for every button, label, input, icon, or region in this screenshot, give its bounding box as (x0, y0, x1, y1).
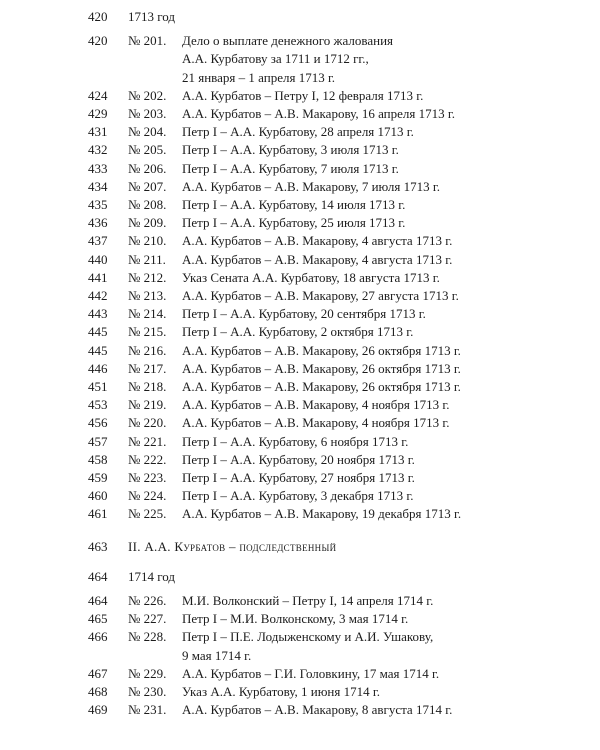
toc-entry (0, 123, 600, 141)
toc-entry (0, 701, 600, 719)
page-number: 441 (88, 269, 108, 285)
page-number: 420 (88, 33, 108, 49)
entry-number: № 206. (128, 160, 167, 176)
entry-title: А.А. Курбатов – Г.И. Головкину, 17 мая 1714 г. (182, 665, 440, 681)
page-number: 463 (88, 538, 108, 554)
entry-title: А.А. Курбатов – А.В. Макарову, 4 августа 1713 г. (182, 233, 453, 249)
toc-entry (0, 32, 600, 50)
entry-title: А.А. Курбатов – А.В. Макарову, 27 августа 1713 г. (182, 288, 459, 303)
toc-entry (0, 451, 600, 469)
entry-number: № 221. (128, 433, 167, 449)
toc-entry (0, 683, 600, 701)
entry-title: А.А. Курбатов – А.В. Макарову, 4 августа 1713 г. (182, 251, 453, 267)
entry-number: № 227. (128, 611, 167, 627)
toc-entry (0, 214, 600, 232)
entry-number: № 230. (128, 684, 167, 699)
entry-number: № 218. (128, 379, 167, 394)
page-number: 433 (88, 160, 108, 176)
entry-number: № 225. (128, 506, 167, 522)
entry-number: № 212. (128, 269, 167, 285)
entry-title: Петр I – А.А. Курбатову, 3 декабря 1713 г. (182, 488, 414, 504)
entry-title: Петр I – А.А. Курбатову, 28 апреля 1713 г. (182, 124, 414, 140)
entry-title: Дело о выплате денежного жалования (182, 33, 394, 49)
entry-number: № 202. (128, 87, 167, 103)
entry-title-continuation: А.А. Курбатову за 1711 и 1712 гг., (182, 51, 369, 67)
toc-entry (0, 232, 600, 250)
toc-entry (0, 105, 600, 123)
entry-title: А.А. Курбатов – А.В. Макарову, 26 октября 1713 г. (182, 379, 461, 394)
entry-title: А.А. Курбатов – Петру I, 12 февраля 1713 г. (182, 87, 424, 103)
entry-number: № 222. (128, 451, 167, 467)
entry-title: А.А. Курбатов – А.В. Макарову, 16 апреля 1713 г. (182, 106, 455, 121)
entry-number: № 219. (128, 397, 167, 413)
entry-number: № 210. (128, 233, 167, 249)
toc-entry (0, 487, 600, 505)
page-number: 432 (88, 142, 108, 158)
entry-number: № 217. (128, 360, 167, 376)
toc-entry (0, 287, 600, 305)
toc-entry (0, 196, 600, 214)
entry-title-continuation: 21 января – 1 апреля 1713 г. (182, 69, 336, 85)
entry-title: А.А. Курбатов – А.В. Макарову, 4 ноября 1713 г. (182, 415, 450, 431)
page-number: 453 (88, 397, 108, 413)
year-heading: 1713 год (128, 9, 175, 24)
toc-entry (0, 87, 600, 105)
entry-title: Петр I – А.А. Курбатову, 6 ноября 1713 г. (182, 433, 409, 449)
toc-entry (0, 342, 600, 360)
section-heading-1714 (0, 568, 600, 586)
page-number: 460 (88, 488, 108, 504)
page-number: 431 (88, 124, 108, 140)
entry-number: № 231. (128, 702, 167, 718)
entry-number: № 201. (128, 33, 167, 49)
toc-entry (0, 360, 600, 378)
page-number: 424 (88, 87, 108, 103)
page-number: 429 (88, 106, 108, 121)
page-number: 457 (88, 433, 108, 449)
page-number: 443 (88, 306, 108, 322)
entry-number: № 211. (128, 251, 166, 267)
entry-title: А.А. Курбатов – А.В. Макарову, 7 июля 1713 г. (182, 178, 441, 194)
page-number: 437 (88, 233, 108, 249)
entry-title: Петр I – А.А. Курбатову, 20 ноября 1713 г. (182, 451, 415, 467)
page-number: 445 (88, 324, 108, 340)
entry-number: № 208. (128, 197, 167, 212)
toc-entry (0, 665, 600, 683)
toc-entry (0, 269, 600, 287)
entry-title: А.А. Курбатов – А.В. Макарову, 8 августа 1714 г. (182, 702, 453, 718)
entry-title: Петр I – А.А. Курбатову, 7 июля 1713 г. (182, 160, 399, 176)
part-two-heading (0, 538, 600, 556)
page-number: 434 (88, 178, 108, 194)
entry-title: А.А. Курбатов – А.В. Макарову, 19 декабря 1713 г. (182, 506, 462, 522)
entry-title: А.А. Курбатов – А.В. Макарову, 26 октября 1713 г. (182, 360, 461, 376)
entry-title: Петр I – А.А. Курбатову, 20 сентября 1713 г. (182, 306, 426, 322)
entry-number: № 214. (128, 306, 167, 322)
entry-number: № 224. (128, 488, 167, 504)
toc-entry-continuation (0, 50, 600, 68)
page-number: 467 (88, 665, 108, 681)
page-number: 466 (88, 629, 108, 645)
page-number: 420 (88, 9, 108, 24)
toc-entry-continuation (0, 647, 600, 665)
entry-title-continuation: 9 мая 1714 г. (182, 647, 252, 663)
page-number: 442 (88, 288, 108, 303)
toc-entry-continuation (0, 69, 600, 87)
entry-title: Петр I – А.А. Курбатову, 2 октября 1713 г. (182, 324, 414, 340)
entry-title: Петр I – А.А. Курбатову, 25 июля 1713 г. (182, 215, 406, 231)
page-number: 451 (88, 379, 108, 394)
entry-title: Петр I – М.И. Волконскому, 3 мая 1714 г. (182, 611, 409, 627)
page-number: 458 (88, 451, 108, 467)
toc-entry (0, 592, 600, 610)
entry-number: № 204. (128, 124, 167, 140)
section-heading-1713 (0, 8, 600, 26)
page-number: 468 (88, 684, 108, 699)
toc-entry (0, 469, 600, 487)
toc-entry (0, 433, 600, 451)
page-number: 464 (88, 568, 108, 584)
toc-entry (0, 251, 600, 269)
entry-title: Указ А.А. Курбатову, 1 июня 1714 г. (182, 684, 380, 699)
page-number: 469 (88, 702, 108, 718)
toc-entry (0, 414, 600, 432)
entry-number: № 223. (128, 470, 167, 485)
toc-entry (0, 141, 600, 159)
page-number: 464 (88, 593, 108, 608)
entry-number: № 209. (128, 215, 167, 231)
entry-number: № 205. (128, 142, 167, 158)
toc-entry (0, 178, 600, 196)
part-title: II. А.А. Курбатов – подследственный (128, 538, 337, 554)
entry-title: Петр I – А.А. Курбатову, 3 июля 1713 г. (182, 142, 399, 158)
entry-number: № 216. (128, 342, 167, 358)
page-number: 445 (88, 342, 108, 358)
year-heading: 1714 год (128, 568, 175, 584)
entry-number: № 203. (128, 106, 167, 121)
toc-entry (0, 323, 600, 341)
toc-entry (0, 505, 600, 523)
entry-number: № 220. (128, 415, 167, 431)
entry-title: Петр I – П.Е. Лодыженскому и А.И. Ушакову, (182, 629, 434, 645)
toc-entry (0, 610, 600, 628)
entry-number: № 215. (128, 324, 167, 340)
entry-number: № 207. (128, 178, 167, 194)
toc-entry (0, 628, 600, 646)
entry-title: А.А. Курбатов – А.В. Макарову, 4 ноября 1713 г. (182, 397, 450, 413)
page-number: 446 (88, 360, 108, 376)
entry-title: М.И. Волконский – Петру I, 14 апреля 1714 г. (182, 593, 434, 608)
entry-title: Петр I – А.А. Курбатову, 14 июля 1713 г. (182, 197, 406, 212)
toc-entry (0, 378, 600, 396)
entry-number: № 226. (128, 593, 167, 608)
entry-title: Петр I – А.А. Курбатову, 27 ноября 1713 г. (182, 470, 415, 485)
entry-number: № 229. (128, 665, 167, 681)
page-number: 440 (88, 251, 108, 267)
entry-title: Указ Сената А.А. Курбатову, 18 августа 1713 г. (182, 269, 440, 285)
page-number: 435 (88, 197, 108, 212)
toc-entry (0, 305, 600, 323)
entry-number: № 228. (128, 629, 167, 645)
page-number: 436 (88, 215, 108, 231)
page-number: 456 (88, 415, 108, 431)
page-number: 465 (88, 611, 108, 627)
page-number: 461 (88, 506, 108, 522)
toc-entry (0, 396, 600, 414)
page-number: 459 (88, 470, 108, 485)
toc-entry (0, 160, 600, 178)
entry-number: № 213. (128, 288, 167, 303)
entry-title: А.А. Курбатов – А.В. Макарову, 26 октября 1713 г. (182, 342, 461, 358)
